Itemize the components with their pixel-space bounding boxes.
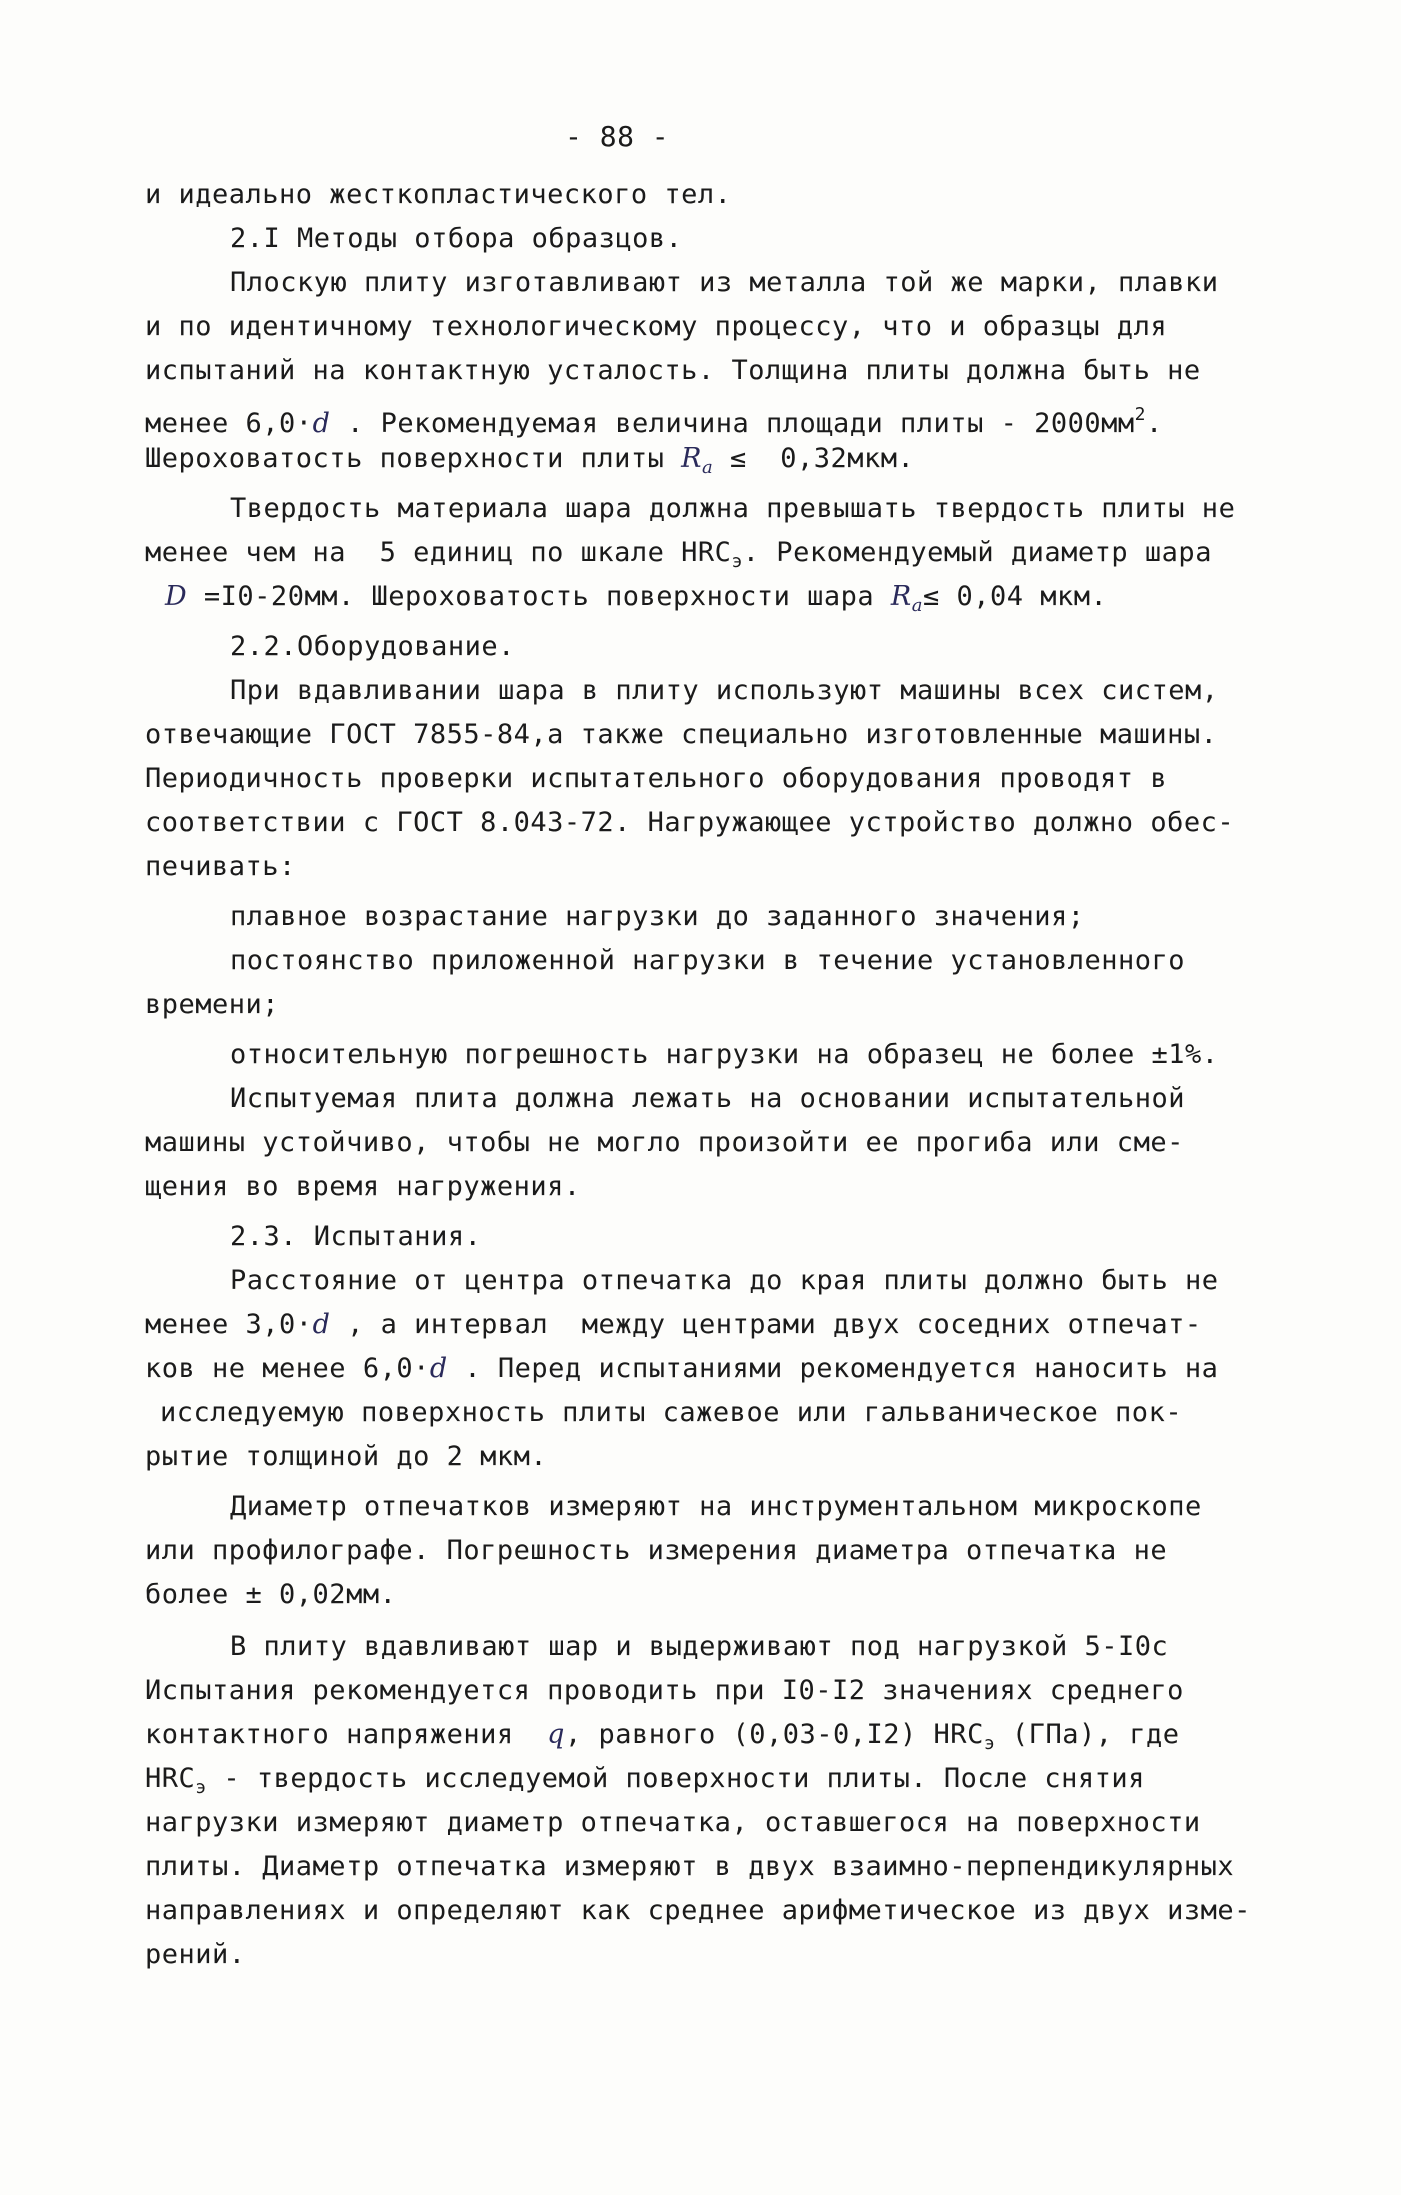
page-number: - 88 - (565, 120, 670, 153)
text-line (230, 900, 1085, 934)
text-line (145, 1718, 1179, 1761)
text-line (145, 1440, 547, 1474)
text-segment: Твердость материала шара должна превышать твердость плиты не (230, 493, 1236, 524)
text-line (145, 1578, 396, 1612)
text-line (145, 1806, 1201, 1840)
text-line (145, 1126, 1184, 1160)
text-line (145, 310, 1167, 344)
text-line (230, 1264, 1219, 1298)
text-segment: нагрузки измеряют диаметр отпечатка, оставшегося на поверхности (145, 1807, 1201, 1838)
text-segment: исследуемую поверхность плиты сажевое или гальваническое пок- (160, 1397, 1183, 1428)
text-segment: . Рекомендуемый диаметр шара (742, 537, 1212, 568)
text-segment: э (195, 1777, 207, 1798)
text-segment: э (731, 551, 743, 572)
text-line (230, 630, 515, 664)
text-line (230, 492, 1235, 526)
text-segment: , а интервал между центрами двух соседних отпечат- (330, 1309, 1202, 1340)
text-segment: и по идентичному технологическому процессу, что и образцы для (145, 311, 1168, 342)
text-line (230, 1038, 1219, 1072)
text-segment: a (702, 457, 714, 478)
text-line (145, 536, 1212, 579)
text-segment: рытие толщиной до 2 мкм. (145, 1441, 548, 1472)
text-line (145, 762, 1167, 796)
text-segment: . Перед испытаниями рекомендуется наносить на (447, 1353, 1219, 1384)
text-segment: , равного (0,03-0,I2) HRC (564, 1719, 984, 1750)
text-segment: отвечающие ГОСТ 7855-84,а также специально изготовленные машины. (145, 719, 1218, 750)
text-segment: менее 6,0· (145, 408, 313, 439)
text-line (145, 1762, 1145, 1805)
text-segment: Плоскую плиту изготавливают из металла той же марки, плавки (230, 267, 1219, 298)
text-segment: R (681, 443, 703, 474)
text-segment: Расстояние от центра отпечатка до края плиты должно быть не (230, 1265, 1219, 1296)
text-segment: d (312, 408, 331, 439)
text-segment: печивать: (145, 851, 296, 882)
text-segment: При вдавливании шара в плиту используют машины всех систем, (230, 675, 1219, 706)
text-segment: плиты. Диаметр отпечатка измеряют в двух взаимно-перпендикулярных (145, 1851, 1235, 1882)
text-segment: В плиту вдавливают шар и выдерживают под нагрузкой 5-I0с (230, 1631, 1169, 1662)
text-segment: или профилографе. Погрешность измерения диаметра отпечатка не (145, 1535, 1168, 1566)
text-segment: щения во время нагружения. (145, 1171, 581, 1202)
text-line (145, 1170, 581, 1204)
text-segment: (ГПа), где (995, 1719, 1180, 1750)
text-line (145, 1938, 246, 1972)
text-segment: Шероховатость поверхности плиты (145, 443, 682, 474)
text-segment: a (911, 595, 923, 616)
text-line (230, 266, 1219, 300)
text-line (230, 674, 1219, 708)
text-line (145, 398, 1163, 441)
text-segment: Испытания рекомендуется проводить при I0-I2 значениях среднего (145, 1675, 1184, 1706)
text-segment: времени; (145, 989, 280, 1020)
text-line (230, 1082, 1185, 1116)
text-line (230, 1630, 1168, 1664)
text-line (145, 988, 279, 1022)
text-line (145, 718, 1217, 752)
text-line (145, 1308, 1202, 1342)
text-segment: испытаний на контактную усталость. Толщина плиты должна быть не (145, 355, 1201, 386)
text-line (145, 1352, 1218, 1386)
text-segment: соответствии с ГОСТ 8.043-72. Нагружающее устройство должно обес- (145, 807, 1235, 838)
text-segment: HRC (145, 1763, 196, 1794)
text-line (230, 1220, 481, 1254)
text-segment: - твердость исследуемой поверхности плиты. После снятия (206, 1763, 1145, 1794)
text-segment: постоянство приложенной нагрузки в течение установленного (230, 945, 1186, 976)
text-segment: R (890, 581, 912, 612)
text-segment: машины устойчиво, чтобы не могло произойти ее прогиба или сме- (145, 1127, 1184, 1158)
text-line (145, 1850, 1234, 1884)
text-segment: ков не менее 6,0· (145, 1353, 430, 1384)
text-line (145, 178, 731, 212)
text-segment: более ± 0,02мм. (145, 1579, 397, 1610)
text-segment: плавное возрастание нагрузки до заданного значения; (230, 901, 1085, 932)
text-segment: d (429, 1353, 448, 1384)
text-segment: . (1145, 408, 1163, 439)
text-segment: Испытуемая плита должна лежать на основании испытательной (230, 1083, 1186, 1114)
text-segment: и идеально жесткопластического тел. (145, 179, 732, 210)
text-line (145, 1534, 1167, 1568)
text-segment: 2.I Методы отбора образцов. (230, 223, 683, 254)
text-line (230, 1490, 1202, 1524)
text-segment: D (165, 581, 188, 612)
text-segment: рений. (145, 1939, 246, 1970)
text-segment: q (547, 1719, 565, 1750)
text-segment: направлениях и определяют как среднее арифметическое из двух изме- (145, 1895, 1251, 1926)
text-segment: 2 (1134, 404, 1146, 425)
text-line (145, 1894, 1251, 1928)
text-segment: d (312, 1309, 331, 1340)
text-line (230, 222, 682, 256)
text-segment: . Рекомендуемая величина площади плиты - 2000мм (330, 408, 1135, 439)
text-line (160, 1396, 1182, 1430)
text-line (145, 354, 1201, 388)
text-line (145, 850, 296, 884)
text-segment: относительную погрешность нагрузки на образец не более ±1%. (230, 1039, 1219, 1070)
text-segment: э (983, 1733, 996, 1754)
text-segment: ≤ 0,32мкм. (713, 443, 915, 474)
text-line (165, 580, 1107, 623)
text-segment: ≤ 0,04 мкм. (922, 581, 1108, 612)
text-line (230, 944, 1185, 978)
text-line (145, 1674, 1184, 1708)
text-segment: =I0-20мм. Шероховатость поверхности шара (187, 581, 891, 612)
text-segment: 2.3. Испытания. (230, 1221, 482, 1252)
text-segment: Периодичность проверки испытательного оборудования проводят в (145, 763, 1168, 794)
text-line (145, 442, 914, 485)
text-segment: контактного напряжения (145, 1719, 548, 1750)
text-line (145, 806, 1234, 840)
text-segment: 2.2.Оборудование. (230, 631, 515, 662)
text-segment: менее чем на 5 единиц по шкале HRC (145, 537, 732, 568)
text-segment: менее 3,0· (145, 1309, 313, 1340)
text-segment: Диаметр отпечатков измеряют на инструментальном микроскопе (230, 1491, 1202, 1522)
